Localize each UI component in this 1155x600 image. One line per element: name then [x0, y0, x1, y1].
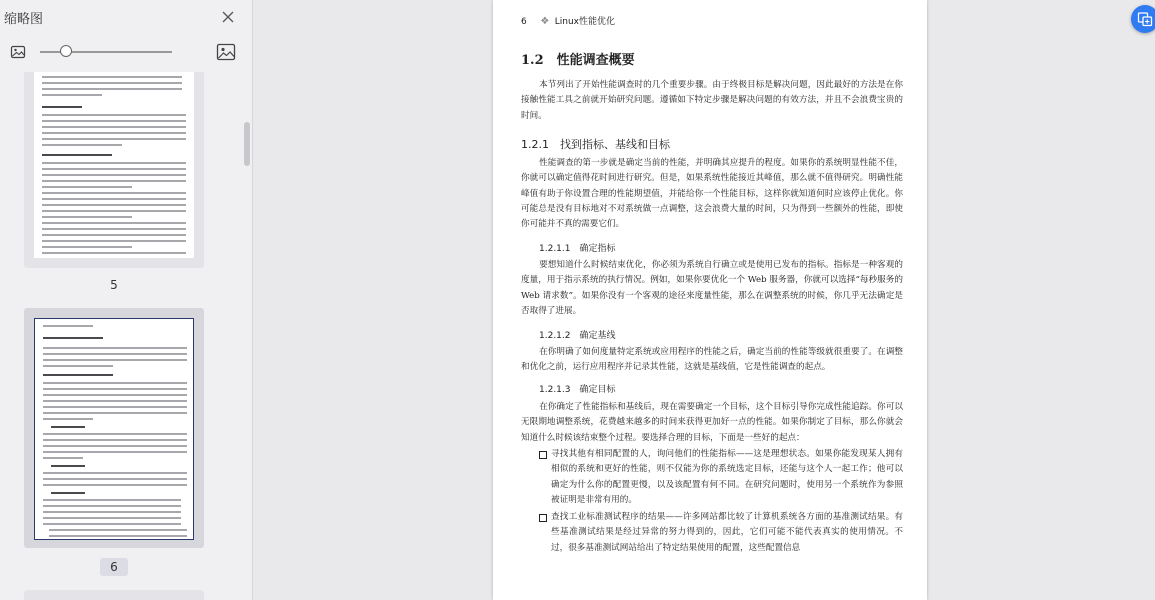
- thumbnail-text-line: [43, 406, 187, 408]
- thumbnail-text-line: [43, 359, 187, 361]
- thumbnail-text-line: [43, 382, 187, 384]
- thumbnail-text-line: [42, 126, 186, 128]
- thumbnail-text-line: [42, 252, 186, 254]
- zoom-control: [10, 42, 240, 62]
- thumbnail-text-line: [43, 412, 187, 414]
- thumbnail-page-label[interactable]: 5: [110, 278, 118, 292]
- thumbnail-text-line: [43, 499, 181, 501]
- thumbnail-text-line: [42, 246, 132, 248]
- page-number: 6: [521, 17, 527, 27]
- thumbnail-text-line: [43, 517, 181, 519]
- thumbnail-text-line: [43, 353, 187, 355]
- thumbnail-text-line: [42, 76, 182, 78]
- thumbnail-text-line: [42, 144, 122, 146]
- thumbnail-text-line: [42, 240, 186, 242]
- thumbnail-text-line: [43, 445, 187, 447]
- thumbnail-text-line: [42, 234, 186, 236]
- diamond-logo-icon: ❖: [540, 16, 550, 27]
- thumbnail-text-line: [42, 94, 102, 96]
- subsubsection-title-target: 1.2.1.3 确定目标: [539, 385, 616, 395]
- thumbnail-page-6-preview: [34, 318, 194, 540]
- thumbnail-text-line: [42, 114, 186, 116]
- subsection-paragraph: 性能调查的第一步就是确定当前的性能，并明确其应提升的程度。如果你的系统明显性能不佳，你就可以确定值得花时间进行研究。但是，如果系统性能接近其峰值，那么就不值得研究。明确性能峰值有助于你设置合理的性能期望值，并能给你一个性能目标，这样你就知道何时应该停止优化。你可能总是没有目标地对不对系统做一点调整，这会浪费大量的时间，只为得到一些额外的性能，即使你可能并不真的需要它们。: [521, 158, 903, 230]
- thumbnail-list: [0, 72, 240, 600]
- book-title: Linux性能优化: [554, 17, 615, 27]
- thumbnail-text-line: [43, 511, 181, 513]
- zoom-slider-thumb[interactable]: [60, 45, 72, 57]
- thumbnail-text-line: [43, 433, 187, 435]
- thumbnail-card-page-7[interactable]: [24, 590, 204, 600]
- page-header: [521, 14, 615, 27]
- sidebar-title: 缩略图: [4, 12, 44, 27]
- thumbnail-text-line: [43, 347, 187, 349]
- metrics-paragraph: 要想知道什么时候结束优化，你必须为系统自行确立或是使用已发布的指标。指标是一种客观的度量，用于指示系统的执行情况。例如，如果你要优化一个 Web 服务器，你就可以选择“每秒服务的 Web 请求数”。如果你没有一个客观的途径来度量性能，那么在调整系统的时候，你几乎无法确定是否取得了进展。: [521, 260, 903, 316]
- thumbnail-text-line: [42, 216, 132, 218]
- thumbnail-text-line: [43, 365, 113, 367]
- checkbox-bullet-icon: [539, 514, 547, 522]
- thumbnail-text-line: [42, 88, 182, 90]
- thumbnail-text-line: [42, 180, 186, 182]
- bullet-item: 查找工业标准测试程序的结果——许多网站都比较了计算机系统各方面的基准测试结果。有些基准测试结果是经过异常的努力得到的，因此，它们可能不能代表真实的使用情况。不过，很多基准测试网站给出了特定结果使用的配置，这些配置信息: [539, 510, 903, 556]
- target-paragraph: 在你确定了性能指标和基线后，现在需要确定一个目标，这个目标引导你完成性能追踪。你可以无限期地调整系统，花费越来越多的时间来获得更加好一点的性能。如果你制定了目标，那么你就会知道什么时候该结束整个过程。要选择合理的目标，下面是一些好的起点：: [521, 402, 903, 443]
- thumbnail-text-line: [42, 204, 186, 206]
- thumbnail-text-line: [42, 82, 182, 84]
- thumbnail-text-line: [43, 388, 187, 390]
- thumbnail-text-line: [43, 325, 93, 327]
- subsection-title: 1.2.1 找到指标、基线和目标: [521, 138, 670, 151]
- thumbnail-text-line: [42, 120, 186, 122]
- thumbnail-text-line: [42, 186, 132, 188]
- thumbnail-text-line: [43, 451, 187, 453]
- thumbnail-text-line: [43, 505, 181, 507]
- thumbnail-text-line: [42, 154, 112, 156]
- thumbnail-page-label[interactable]: 6: [100, 558, 128, 576]
- image-small-icon[interactable]: [10, 44, 26, 60]
- thumbnail-text-line: [42, 210, 186, 212]
- thumbnail-text-line: [42, 198, 186, 200]
- document-page: [493, 0, 927, 600]
- sidebar-scrollbar[interactable]: [244, 122, 250, 166]
- thumbnail-text-line: [42, 222, 186, 224]
- thumbnail-text-line: [42, 228, 186, 230]
- bullet-item: 寻找其他有相同配置的人，询问他们的性能指标——这是理想状态。如果你能发现某人拥有相似的系统和更好的性能，则不仅能为你的系统选定目标，还能与这个人一起工作；他可以确定为什么你的配置更慢，以及该配置有何不同。在研究问题时，使用另一个系统作为参照被证明是非常有用的。: [539, 447, 903, 508]
- close-icon[interactable]: [220, 9, 236, 25]
- intro-paragraph: 本节列出了开始性能调查时的几个重要步骤。由于终极目标是解决问题，因此最好的方法是在你接触性能工具之前就开始研究问题。遵循如下特定步骤是解决问题的有效方法，并且不会浪费宝贵的时间。: [521, 80, 903, 121]
- thumbnail-text-line: [43, 457, 83, 459]
- subsubsection-title-baseline: 1.2.1.2 确定基线: [539, 331, 616, 341]
- thumbnail-text-line: [43, 472, 187, 474]
- thumbnail-text-line: [43, 439, 187, 441]
- thumbnail-text-line: [42, 192, 186, 194]
- thumbnail-text-line: [51, 465, 85, 467]
- thumbnail-text-line: [42, 132, 186, 134]
- thumbnail-text-line: [43, 478, 187, 480]
- thumbnail-text-line: [42, 174, 186, 176]
- translate-app-icon[interactable]: [1131, 5, 1155, 33]
- thumbnail-text-line: [43, 523, 181, 525]
- baseline-paragraph: 在你明确了如何度量特定系统或应用程序的性能之后，确定当前的性能等级就很重要了。在调整和优化之前，运行应用程序并记录其性能，这就是基线值，它是性能调查的起点。: [521, 347, 903, 373]
- thumbnail-text-line: [42, 168, 186, 170]
- thumbnail-text-line: [43, 418, 93, 420]
- subsubsection-title-metrics: 1.2.1.1 确定指标: [539, 244, 616, 254]
- thumbnail-text-line: [42, 106, 82, 108]
- section-title: 1.2 性能调查概要: [521, 53, 635, 68]
- thumbnail-text-line: [42, 162, 186, 164]
- image-large-icon[interactable]: [216, 42, 236, 62]
- thumbnail-card-page-6[interactable]: [24, 308, 204, 548]
- thumbnail-text-line: [43, 484, 187, 486]
- thumbnail-card-page-5[interactable]: [24, 72, 204, 268]
- thumbnail-text-line: [43, 400, 187, 402]
- thumbnail-page-5-preview: [34, 72, 194, 258]
- thumbnail-text-line: [49, 535, 187, 537]
- thumbnail-text-line: [42, 138, 186, 140]
- thumbnail-text-line: [51, 492, 85, 494]
- thumbnail-text-line: [51, 426, 85, 428]
- thumbnail-text-line: [43, 374, 113, 376]
- thumbnail-text-line: [43, 337, 103, 339]
- checkbox-bullet-icon: [539, 451, 547, 459]
- thumbnail-sidebar: [0, 0, 253, 600]
- thumbnail-text-line: [43, 394, 187, 396]
- thumbnail-text-line: [49, 529, 187, 531]
